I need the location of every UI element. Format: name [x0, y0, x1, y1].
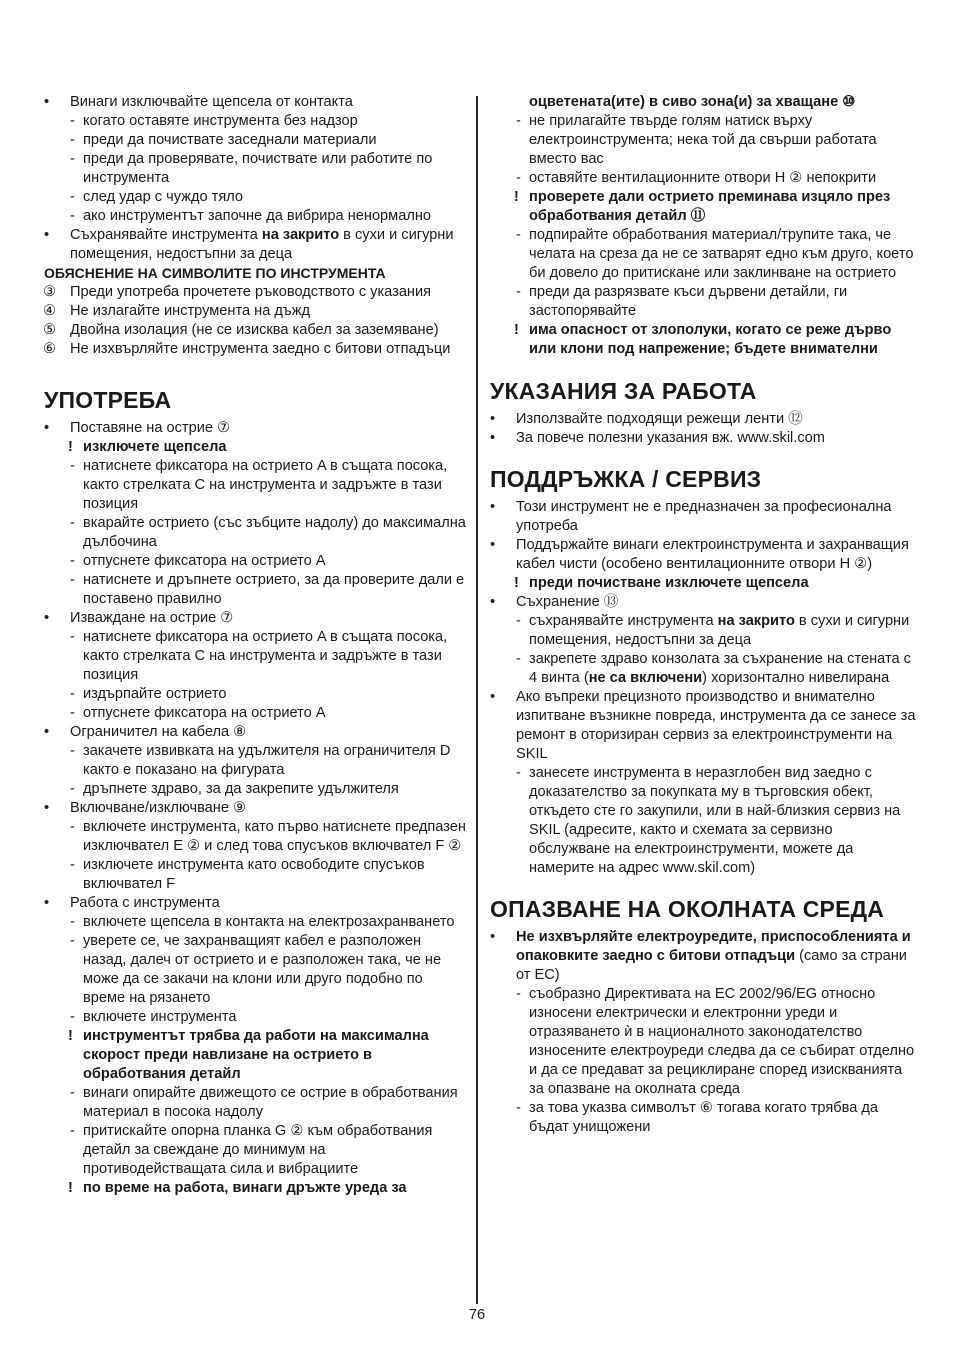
warning-marker: !: [68, 439, 73, 455]
list-marker: -: [516, 986, 521, 1002]
item-text: Ограничител на кабела ⑧: [70, 724, 247, 740]
item-text: включете щепсела в контакта на електрозахранването: [83, 914, 455, 930]
list-marker: -: [516, 227, 521, 243]
item-text: Включване/изключване ⑨: [70, 800, 247, 816]
continued-list: [490, 93, 916, 359]
emphasis-text: не са включени: [588, 670, 703, 686]
bullet-item: [490, 536, 916, 574]
sub-item: [490, 764, 916, 878]
emphasis-text: изключете щепсела: [83, 439, 227, 455]
item-text: натиснете и дръпнете острието, за да проверите дали е поставено правилно: [83, 572, 465, 607]
emphasis-text: по време на работа, винаги дръжте уреда за: [83, 1180, 407, 1196]
list-marker: -: [70, 781, 75, 797]
sub-item: [44, 1122, 468, 1179]
emphasis-text: на закрито: [717, 613, 795, 629]
list-marker: •: [44, 227, 50, 243]
item-text: Поддържайте винаги електроинструмента и захранващия кабел чисти (особено вентилационните отвори H ②): [516, 537, 909, 572]
item-text: подпирайте обработвания материал/трупите така, че челата на среза да не се затварят едно към друго, което би довело до притискане или заклинване на острието: [529, 227, 914, 281]
list-marker: -: [70, 705, 75, 721]
sub-item: [44, 780, 468, 799]
symbol-item: [44, 321, 468, 340]
sub-item: [490, 112, 916, 169]
list-marker: •: [490, 929, 496, 945]
list-marker: •: [44, 895, 50, 911]
item-text: в сухи и сигурни помещения, недостъпни за деца: [529, 613, 910, 648]
right-column: [490, 93, 916, 1137]
list-marker: -: [70, 686, 75, 702]
list-marker: -: [70, 132, 75, 148]
sub-item: [44, 207, 468, 226]
list-marker: •: [44, 94, 50, 110]
service-list: [490, 498, 916, 878]
item-text: Не излагайте инструмента на дъжд: [70, 303, 310, 319]
sub-item: [44, 704, 468, 723]
item-text: Поставяне на острие ⑦: [70, 420, 231, 436]
list-marker: •: [490, 537, 496, 553]
sub-item: [44, 932, 468, 1008]
warning-item: [490, 188, 916, 226]
list-marker: -: [70, 857, 75, 873]
sub-item: [44, 112, 468, 131]
item-text: дръпнете здраво, за да закрепите удължителя: [83, 781, 399, 797]
item-text: (само за страни от ЕС): [516, 948, 907, 983]
symbol-item: [44, 340, 468, 359]
list-marker: -: [516, 651, 521, 667]
item-text: преди да проверявате, почиствате или работите по инструмента: [83, 151, 433, 186]
list-marker: •: [44, 420, 50, 436]
item-text: когато оставяте инструмента без надзор: [83, 113, 358, 129]
emphasis-text: има опасност от злополуки, когато се реже дърво или клони под напрежение; бъдете внимателни: [529, 322, 892, 357]
list-marker: •: [490, 411, 496, 427]
item-text: съобразно Директивата на ЕС 2002/96/EG относно износени електрически и електронни уреди и отразяването ѝ в националното законодателство износените електроуреди следва да се събират отделно и да се предават за рециклиране според изискванията за опазване на околната среда: [529, 986, 915, 1097]
warning-marker: !: [514, 322, 519, 338]
list-marker: -: [70, 629, 75, 645]
item-text: ) хоризонтално нивелирана: [702, 670, 890, 686]
tips-list: [490, 410, 916, 448]
warning-marker: !: [514, 575, 519, 591]
sub-item: [490, 985, 916, 1099]
item-text: Изваждане на острие ⑦: [70, 610, 234, 626]
item-text: Ако въпреки прецизното производство и внимателно изпитване възникне повреда, инструмента да се занесе за ремонт в оторизиран сервиз за електроинструменти на SKIL: [516, 689, 916, 762]
warning-item: [490, 321, 916, 359]
item-text: Преди употреба прочетете ръководството с указания: [70, 284, 432, 300]
bullet-item: [490, 498, 916, 536]
item-text: оставяйте вентилационните отвори H ② непокрити: [529, 170, 877, 186]
warning-marker: !: [68, 1180, 73, 1196]
usage-heading: УПОТРЕБА: [44, 387, 172, 413]
item-text: Използвайте подходящи режещи ленти ⑫: [516, 411, 803, 427]
item-text: Съхранявайте инструмента: [70, 227, 262, 243]
sub-item: [44, 628, 468, 685]
emphasis-text: Не изхвърляйте електроуредите, приспособленията и опаковките заедно с битови отпадъци: [516, 929, 911, 964]
symbol-item: [44, 283, 468, 302]
item-text: Съхранение ⑬: [516, 594, 619, 610]
left-column: [44, 93, 468, 1198]
item-text: Работа с инструмента: [70, 895, 220, 911]
bullet-item: [490, 429, 916, 448]
page-number: 76: [468, 1307, 486, 1323]
bullet-item: [490, 593, 916, 612]
bullet-item: [490, 928, 916, 985]
item-text: Двойна изолация (не се изисква кабел за заземяване): [70, 322, 439, 338]
bullet-item: [44, 799, 468, 818]
item-text: след удар с чуждо тяло: [83, 189, 244, 205]
list-marker: •: [490, 499, 496, 515]
list-marker: •: [44, 724, 50, 740]
sub-item: [44, 742, 468, 780]
warning-marker: !: [68, 1028, 73, 1044]
sub-item: [490, 226, 916, 283]
item-text: притискайте опорна планка G ② към обработвания детайл за свеждане до минимум на противодействащата сила и вибрациите: [83, 1123, 433, 1177]
item-text: включете инструмента, като първо натиснете предпазен изключвател E ② и след това спусъков включвател F ②: [83, 819, 466, 854]
item-text: включете инструмента: [83, 1009, 237, 1025]
bullet-item: [44, 93, 468, 112]
list-marker: -: [516, 613, 521, 629]
list-marker: -: [516, 113, 521, 129]
list-marker: •: [490, 594, 496, 610]
list-marker: -: [70, 819, 75, 835]
sub-item: [44, 818, 468, 856]
warning-item: [490, 574, 916, 593]
bullet-item: [490, 410, 916, 429]
emphasis-text: на закрито: [261, 227, 340, 243]
list-marker: -: [70, 553, 75, 569]
sub-item: [490, 1099, 916, 1137]
item-text: изключете инструмента като освободите спусъков включвател F: [83, 857, 425, 892]
item-text: отпуснете фиксатора на острието A: [83, 705, 326, 721]
bullet-item: [44, 609, 468, 628]
bullet-item: [490, 688, 916, 764]
symbols-heading: ОБЯСНЕНИЕ НА СИМВОЛИТЕ ПО ИНСТРУМЕНТА: [44, 265, 386, 281]
list-marker: -: [70, 1009, 75, 1025]
tips-heading: УКАЗАНИЯ ЗА РАБОТА: [490, 378, 757, 404]
item-text: Не изхвърляйте инструмента заедно с битови отпадъци: [70, 341, 451, 357]
list-marker: -: [70, 1123, 75, 1139]
list-marker: -: [70, 1085, 75, 1101]
item-text: в сухи и сигурни помещения, недостъпни за деца: [70, 227, 454, 262]
warning-item: [44, 1027, 468, 1084]
sub-item: [44, 913, 468, 932]
continued-item: [490, 93, 916, 112]
usage-list: [44, 419, 468, 1198]
sub-item: [490, 650, 916, 688]
list-marker: -: [70, 458, 75, 474]
sub-item: [44, 685, 468, 704]
item-text: вкарайте острието (със зъбците надолу) до максимална дълбочина: [83, 515, 466, 550]
sub-item: [44, 1084, 468, 1122]
list-marker: ⑤: [43, 322, 57, 338]
environment-list: [490, 928, 916, 1137]
sub-item: [44, 571, 468, 609]
list-marker: -: [516, 1100, 521, 1116]
list-marker: ⑥: [43, 341, 57, 357]
sub-item: [44, 552, 468, 571]
list-marker: -: [70, 189, 75, 205]
item-text: съхранявайте инструмента: [529, 613, 718, 629]
list-marker: -: [70, 515, 75, 531]
sub-item: [44, 150, 468, 188]
list-marker: -: [70, 933, 75, 949]
sub-item: [44, 856, 468, 894]
bullet-item: [44, 894, 468, 913]
list-marker: -: [70, 113, 75, 129]
item-text: ако инструментът започне да вибрира ненормално: [83, 208, 432, 224]
bullet-item: [44, 723, 468, 742]
item-text: Този инструмент не е предназначен за професионална употреба: [516, 499, 892, 534]
sub-item: [490, 169, 916, 188]
bullet-item: [44, 226, 468, 264]
item-text: занесете инструмента в неразглобен вид заедно с доказателство за покупката му в търговския обект, откъдето сте го закупили, или в най-близкия сервиз на SKIL (адресите, както и схемата за сервизно обслужване на електроинструменти, можете да намерите на адрес www.skil.com): [529, 765, 901, 876]
item-text: Винаги изключвайте щепсела от контакта: [70, 94, 353, 110]
item-text: за това указва символът ⑥ тогава когато трябва да бъдат унищожени: [529, 1100, 879, 1135]
service-heading: ПОДДРЪЖКА / СЕРВИЗ: [490, 466, 762, 492]
emphasis-text: инструментът трябва да работи на максимална скорост преди навлизане на острието в обработвания детайл: [83, 1028, 429, 1082]
bullet-item: [44, 419, 468, 438]
list-marker: -: [70, 208, 75, 224]
sub-item: [490, 612, 916, 650]
sub-item: [490, 283, 916, 321]
list-marker: •: [44, 610, 50, 626]
symbol-item: [44, 302, 468, 321]
list-marker: •: [490, 689, 496, 705]
list-marker: ③: [43, 284, 57, 300]
list-marker: •: [490, 430, 496, 446]
sub-item: [44, 188, 468, 207]
emphasis-text: оцветената(ите) в сиво зона(и) за хващане ⑩: [529, 94, 856, 110]
list-marker: ④: [43, 303, 57, 319]
warning-item: [44, 438, 468, 457]
item-text: натиснете фиксатора на острието A в същата посока, както стрелката C на инструмента и задръжте в тази позиция: [83, 629, 448, 683]
warning-item: [44, 1179, 468, 1198]
emphasis-text: проверете дали острието преминава изцяло през обработвания детайл ⑪: [529, 189, 891, 224]
item-text: отпуснете фиксатора на острието A: [83, 553, 326, 569]
symbols-list: [44, 283, 468, 359]
emphasis-text: преди почистване изключете щепсела: [529, 575, 809, 591]
item-text: винаги опирайте движещото се острие в обработвания материал в посока надолу: [83, 1085, 458, 1120]
list-marker: -: [516, 170, 521, 186]
item-text: натиснете фиксатора на острието A в същата посока, както стрелката C на инструмента и задръжте в тази позиция: [83, 458, 448, 512]
sub-item: [44, 457, 468, 514]
sub-item: [44, 514, 468, 552]
list-marker: -: [70, 572, 75, 588]
item-text: преди да разрязвате къси дървени детайли, ги застопорявайте: [529, 284, 848, 319]
item-text: закачете извивката на удължителя на ограничителя D както е показано на фигурата: [83, 743, 451, 778]
list-marker: -: [70, 914, 75, 930]
column-divider: [476, 96, 478, 1304]
sub-item: [44, 1008, 468, 1027]
list-marker: -: [516, 765, 521, 781]
item-text: За повече полезни указания вж. www.skil.com: [516, 430, 825, 446]
item-text: не прилагайте твърде голям натиск върху електроинструмента; нека той да свърши работата вместо вас: [529, 113, 877, 167]
sub-item: [44, 131, 468, 150]
list-marker: -: [70, 743, 75, 759]
list-marker: •: [44, 800, 50, 816]
environment-heading: ОПАЗВАНЕ НА ОКОЛНАТА СРЕДА: [490, 896, 885, 922]
item-text: издърпайте острието: [83, 686, 227, 702]
intro-list: [44, 93, 468, 264]
item-text: преди да почиствате заседнали материали: [83, 132, 377, 148]
warning-marker: !: [514, 189, 519, 205]
list-marker: -: [70, 151, 75, 167]
list-marker: -: [516, 284, 521, 300]
item-text: уверете се, че захранващият кабел е разположен назад, далеч от острието и е разположен така, че не може да се закачи на клони или друго подобно по време на рязането: [83, 933, 442, 1006]
item-text: закрепете здраво конзолата за съхранение на стената с 4 винта (: [529, 651, 911, 686]
